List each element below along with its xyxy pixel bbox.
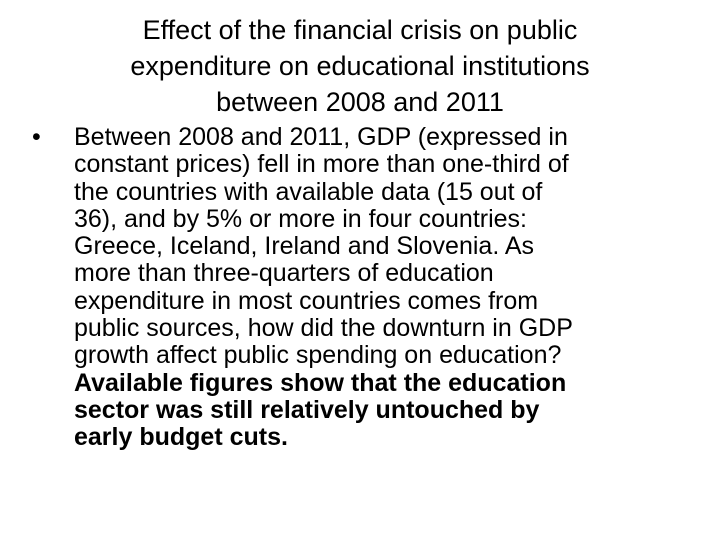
title-line: expenditure on educational institutions — [130, 51, 590, 81]
body-line: constant prices) fell in more than one-third of — [74, 150, 569, 179]
body-line: expenditure in most countries comes from — [74, 286, 539, 315]
body-line: public sources, how did the downturn in GDP — [74, 314, 573, 343]
title-line: between 2008 and 2011 — [216, 87, 504, 117]
bullet-text — [74, 124, 700, 452]
body-line: the countries with available data (15 out of — [74, 177, 543, 206]
conclusion-line: Available figures show that the education — [74, 368, 567, 397]
slide-title — [60, 12, 660, 120]
title-line: Effect of the financial crisis on public — [142, 15, 578, 45]
bullet-item — [30, 124, 700, 452]
body-line: Between 2008 and 2011, GDP (expressed in — [74, 123, 568, 151]
body-line: 36), and by 5% or more in four countries: — [74, 204, 528, 233]
conclusion-line: early budget cuts. — [74, 423, 288, 452]
bullet-marker: • — [32, 123, 41, 151]
conclusion-line: sector was still relatively untouched by — [74, 395, 540, 424]
body-line: growth affect public spending on education? — [74, 341, 562, 370]
body-line: more than three-quarters of education — [74, 259, 494, 288]
body-line: Greece, Iceland, Ireland and Slovenia. As — [74, 232, 535, 261]
